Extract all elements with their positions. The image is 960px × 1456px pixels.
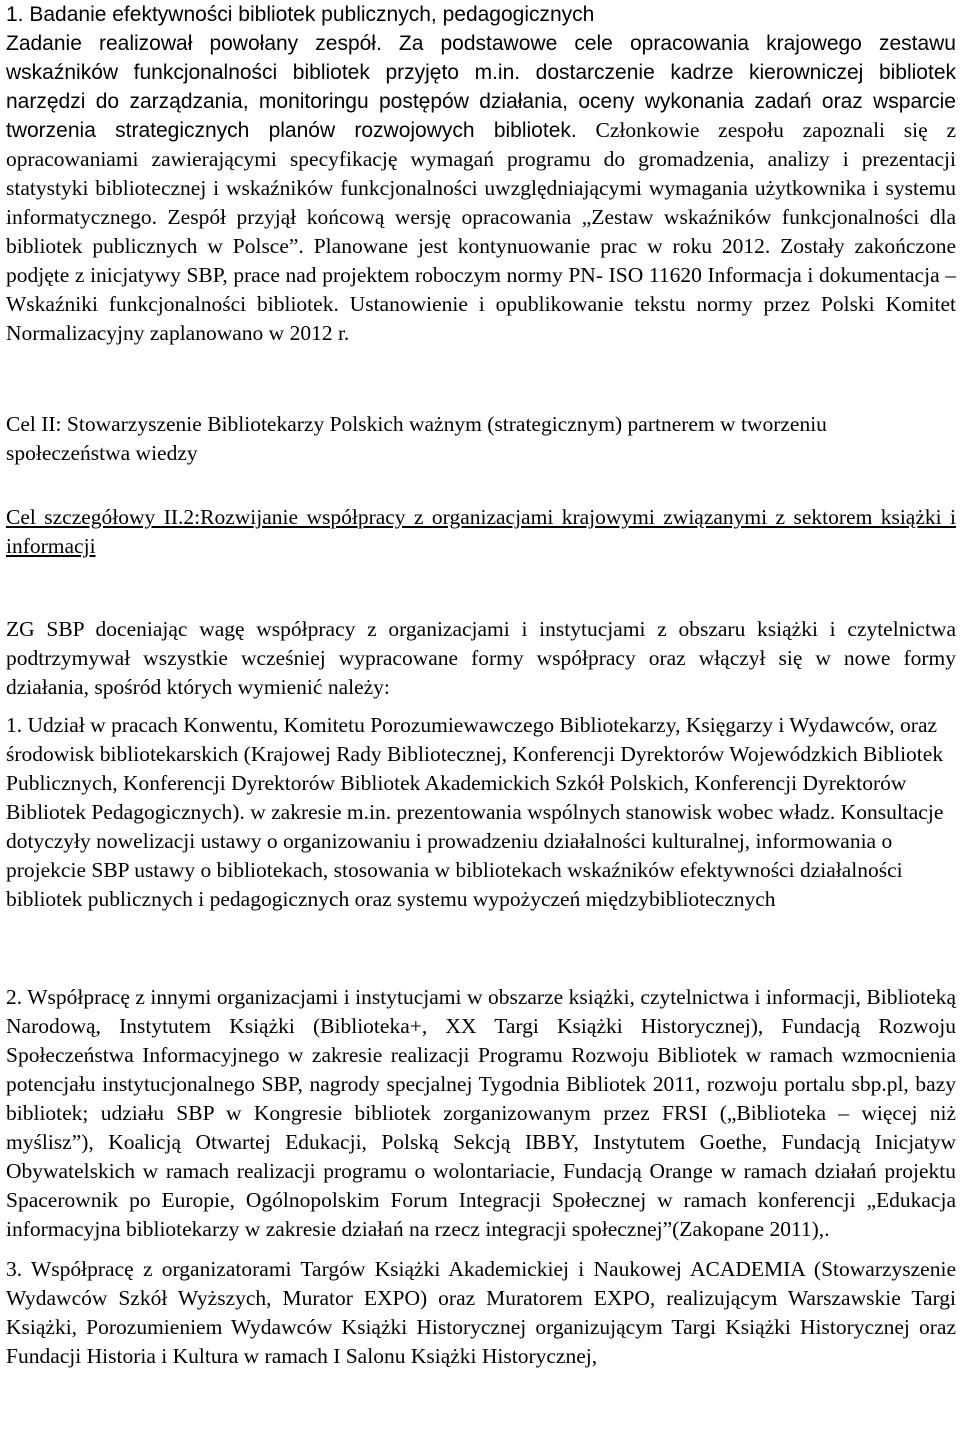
section-intro-paragraph <box>6 29 956 348</box>
subgoal-heading: Cel szczegółowy II.2:Rozwijanie współpracy z organizacjami krajowymi związanymi z sektorem książki i informacji <box>6 505 956 558</box>
cooperation-intro-paragraph: ZG SBP doceniając wagę współpracy z organizacjami i instytucjami z obszaru książki i czytelnictwa podtrzymywał wszystkie wcześniej wypracowane formy współpracy oraz włączył się w nowe formy działania, spośród których wymienić należy: <box>6 617 956 699</box>
section-heading: 1. Badanie efektywności bibliotek publicznych, pedagogicznych <box>6 3 595 26</box>
section-efficiency-study <box>6 0 956 348</box>
goal-heading: Cel II: Stowarzyszenie Bibliotekarzy Polskich ważnym (strategicznym) partnerem w tworzeniu społeczeństwa wiedzy <box>6 412 827 465</box>
list-item-3: 3. Współpracę z organizatorami Targów Książki Akademickiej i Naukowej ACADEMIA (Stowarzyszenie Wydawców Szkół Wyższych, Murator EXPO) oraz Muratorem EXPO, realizującym Warszawskie Targi Książki, Porozumieniem Wydawców Książki Historycznej organizującym Targi Książki Historycznej oraz Fundacji Historia i Kultura w ramach I Salonu Książki Historycznej, <box>6 1257 956 1368</box>
list-item-1: 1. Udział w pracach Konwentu, Komitetu Porozumiewawczego Bibliotekarzy, Księgarzy i Wydawców, oraz środowisk bibliotekarskich (Krajowej Rady Bibliotecznej, Konferencji Dyrektorów Wojewódzkich Bibliotek Publicznych, Konferencji Dyrektorów Bibliotek Akademickich Szkół Polskich, Konferencji Dyrektorów Bibliotek Pedagogicznych). w zakresie m.in. prezentowania wspólnych stanowisk wobec władz. Konsultacje dotyczyły nowelizacji ustawy o organizowaniu i prowadzeniu działalności kulturalnej, informowania o projekcie SBP ustawy o bibliotekach, stosowania w bibliotekach wskaźników efektywności działalności bibliotek publicznych i pedagogicznych oraz systemu wypożyczeń międzybibliotecznych <box>6 713 944 911</box>
intro-serif-text: Członkowie zespołu zapoznali się z opracowaniami zawierającymi specyfikację wymagań programu do gromadzenia, analizy i prezentacji statystyki bibliotecznej i wskaźników funkcjonalności uwzględniającymi wymagania użytkownika i systemu informatycznego. Zespół przyjął końcową wersję opracowania „Zestaw wskaźników funkcjonalności dla bibliotek publicznych w Polsce”. Planowane jest kontynuowanie prac w roku 2012. Zostały zakończone podjęte z inicjatywy SBP, prace nad projektem roboczym normy PN- ISO 11620 Informacja i dokumentacja – Wskaźniki funkcjonalności bibliotek. Ustanowienie i opublikowanie tekstu normy przez Polski Komitet Normalizacyjny zaplanowano w 2012 r. <box>6 118 957 345</box>
list-item-2: 2. Współpracę z innymi organizacjami i instytucjami w obszarze książki, czytelnictwa i informacji, Biblioteką Narodową, Instytutem Książki (Biblioteka+, XX Targi Książki Historycznej), Fundacją Rozwoju Społeczeństwa Informacyjnego w zakresie realizacji Programu Rozwoju Bibliotek w ramach wzmocnienia potencjału instytucjonalnego SBP, nagrody specjalnej Tygodnia Bibliotek 2011, rozwoju portalu sbp.pl, bazy bibliotek; udziału SBP w Kongresie bibliotek zorganizowanym przez FRSI („Biblioteka – więcej niż myślisz”), Koalicją Otwartej Edukacji, Polską Sekcją IBBY, Instytutem Goethe, Fundacją Inicjatyw Obywatelskich w ramach realizacji programu o wolontariacie, Fundacją Orange w ramach działań projektu Spacerownik po Europie, Ogólnopolskim Forum Integracji Społecznej w ramach konferencji „Edukacja informacyjna bibliotekarzy w zakresie działań na rzecz integracji społecznej”(Zakopane 2011),. <box>6 985 956 1241</box>
intro-sans-text: Zadanie realizował powołany zespół. Za podstawowe cele opracowania krajowego zestawu wskaźników funkcjonalności bibliotek przyjęto m.in. dostarczenie kadrze kierowniczej bibliotek narzędzi do zarządzania, monitoringu postępów działania, oceny wykonania zadań oraz wsparcie tworzenia strategicznych planów rozwojowych bibliotek. <box>6 32 956 142</box>
